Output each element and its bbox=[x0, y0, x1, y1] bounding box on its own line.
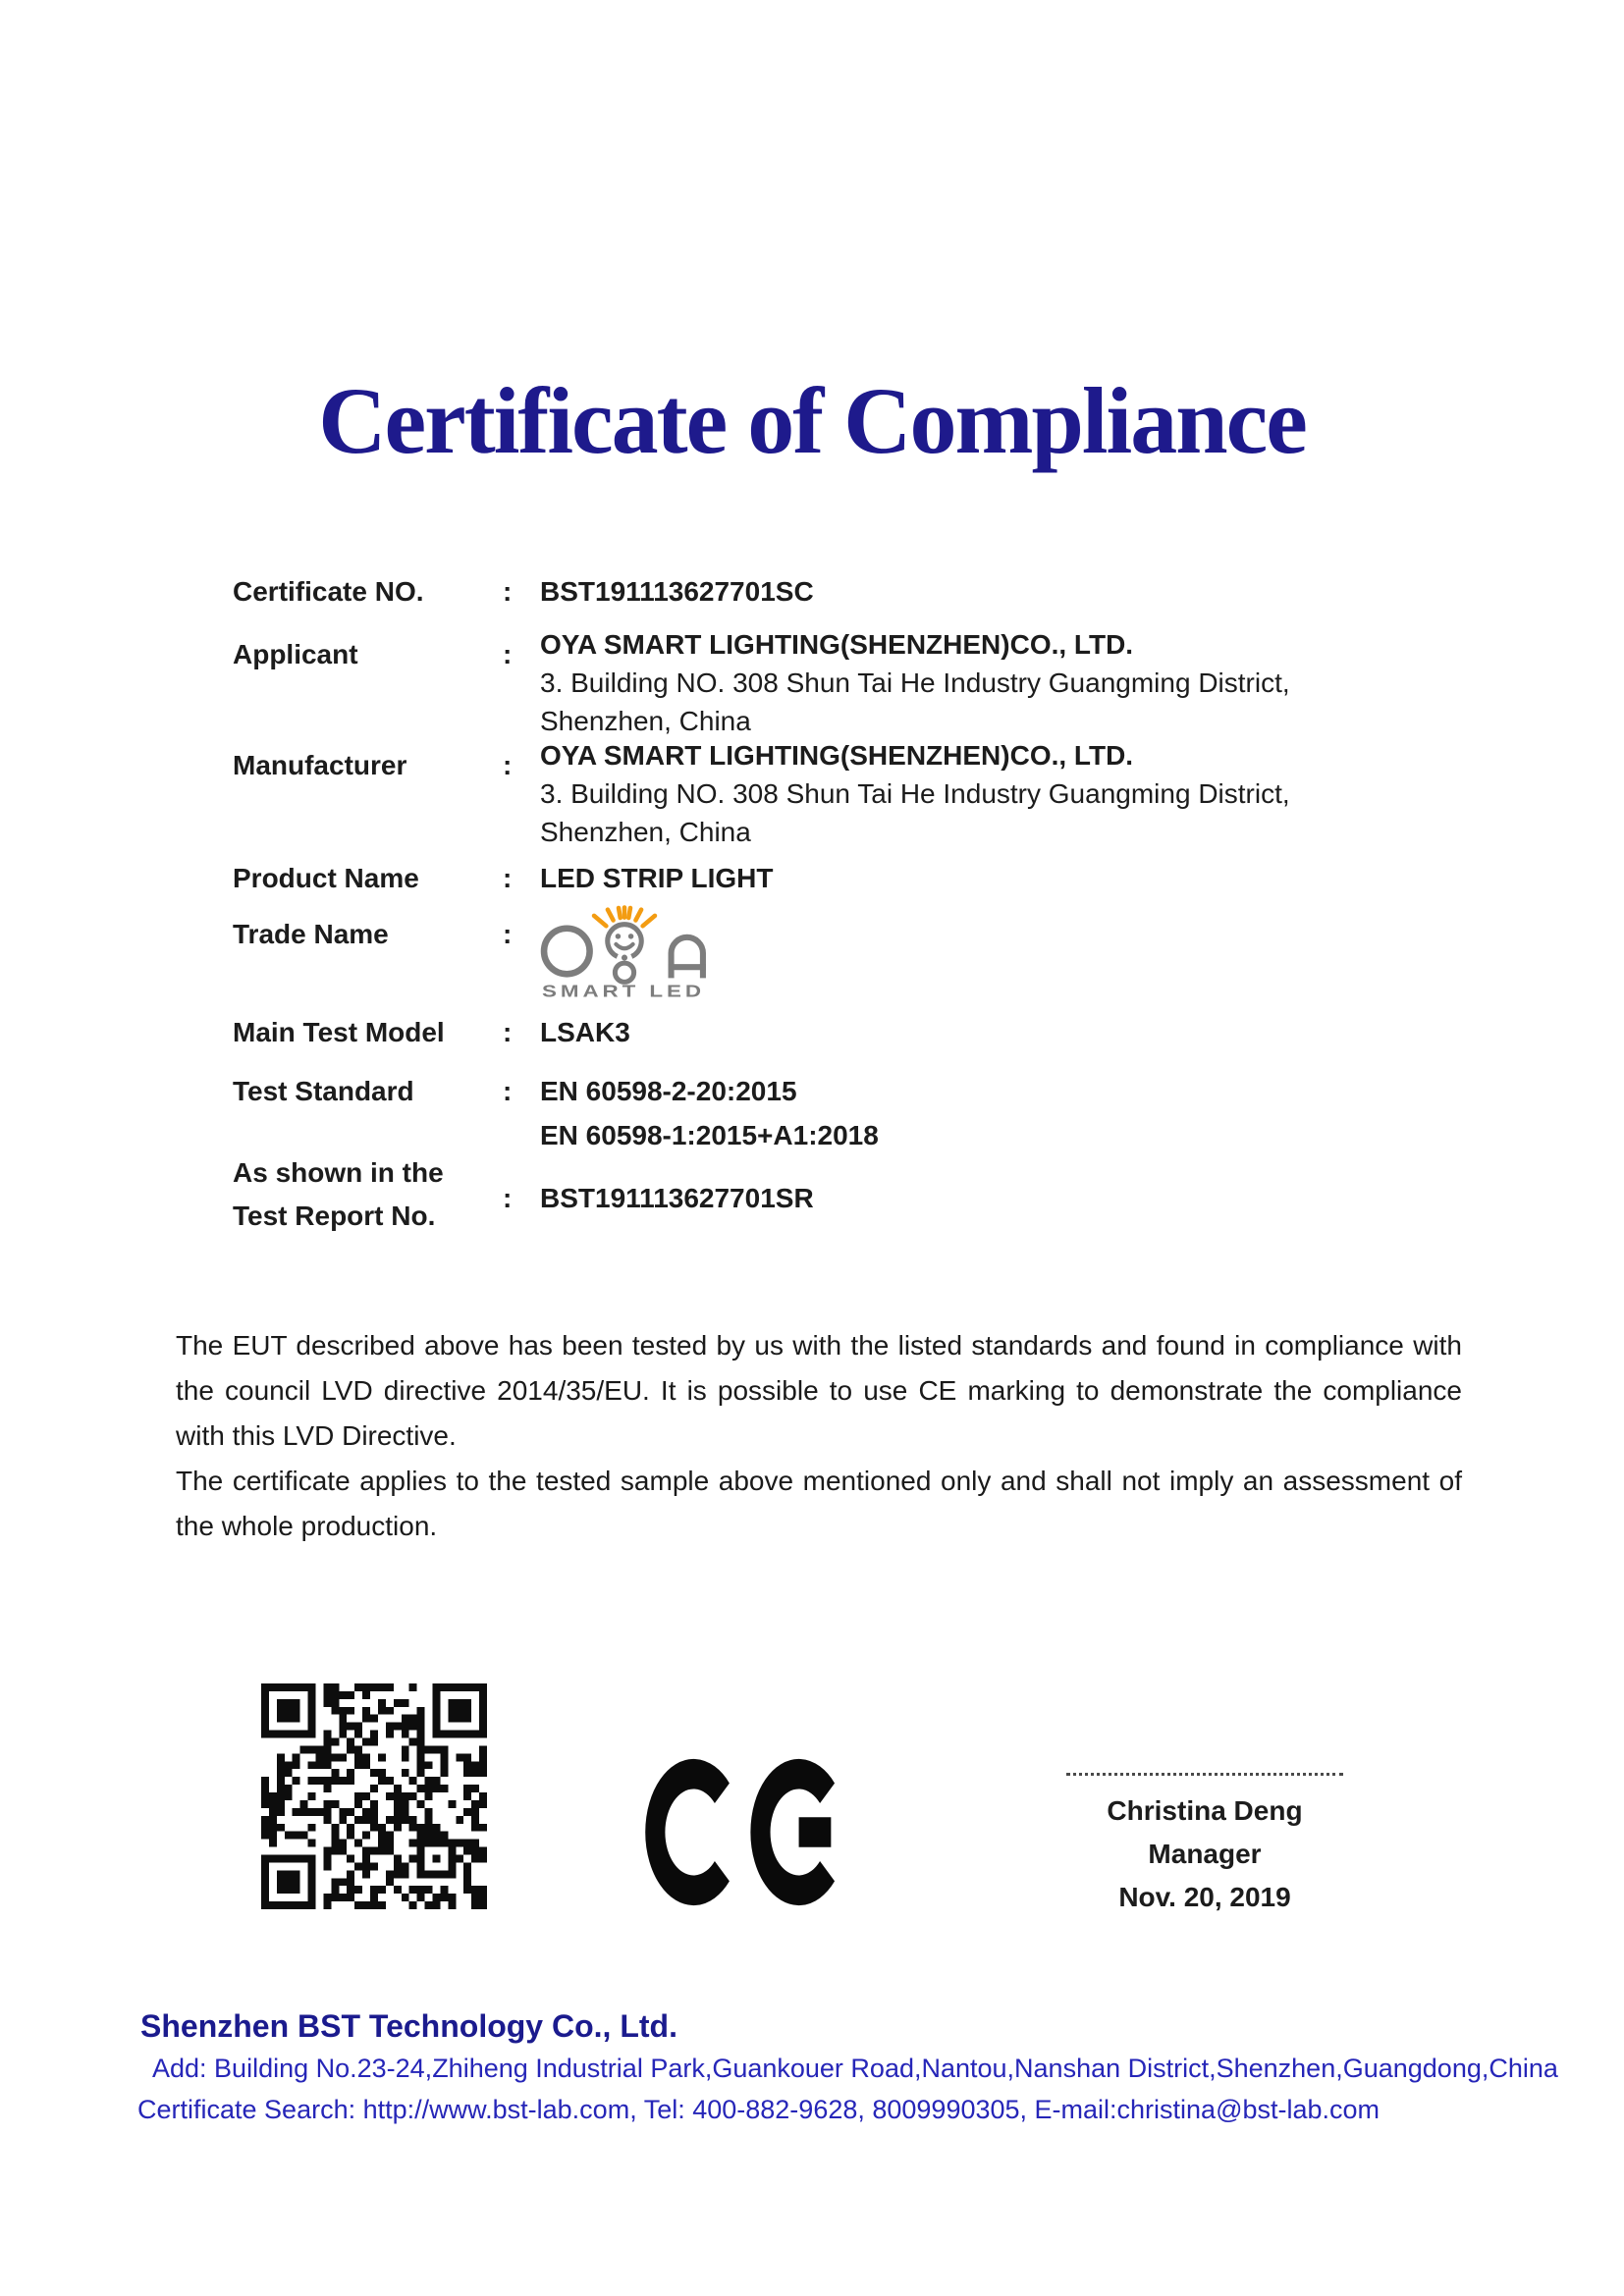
colon-separator: : bbox=[503, 639, 513, 669]
signature-date: Nov. 20, 2019 bbox=[1118, 1882, 1291, 1912]
colon-separator: : bbox=[503, 919, 513, 949]
colon-separator: : bbox=[503, 1076, 513, 1106]
manufacturer-label: Manufacturer bbox=[233, 750, 407, 780]
row-trade-name bbox=[233, 899, 1463, 1009]
row-test-standard bbox=[233, 1069, 1463, 1157]
row-applicant bbox=[233, 625, 1463, 740]
product-name-value: LED STRIP LIGHT bbox=[540, 863, 774, 893]
manufacturer-address-line2: Shenzhen, China bbox=[540, 817, 751, 847]
oya-brand-logo bbox=[540, 899, 1463, 1009]
applicant-address-line2: Shenzhen, China bbox=[540, 706, 751, 736]
applicant-name: OYA SMART LIGHTING(SHENZHEN)CO., LTD. bbox=[540, 629, 1134, 660]
colon-separator: : bbox=[503, 1183, 513, 1213]
signature-block bbox=[1066, 1773, 1343, 1919]
qr-code bbox=[261, 1683, 487, 1909]
page-title: Certificate of Compliance bbox=[318, 368, 1306, 473]
applicant-address-line1: 3. Building NO. 308 Shun Tai He Industry Guangming District, bbox=[540, 667, 1290, 698]
footer-company-name: Shenzhen BST Technology Co., Ltd. bbox=[140, 2008, 677, 2044]
test-standard-value-2: EN 60598-1:2015+A1:2018 bbox=[540, 1120, 879, 1150]
row-product-name bbox=[233, 861, 1463, 895]
colon-separator: : bbox=[503, 863, 513, 893]
certificate-no-label: Certificate NO. bbox=[233, 576, 424, 607]
test-report-value: BST191113627701SR bbox=[540, 1183, 814, 1213]
oya-smart-led-logo-icon bbox=[540, 899, 709, 1001]
colon-separator: : bbox=[503, 1017, 513, 1047]
manufacturer-name: OYA SMART LIGHTING(SHENZHEN)CO., LTD. bbox=[540, 740, 1134, 771]
row-manufacturer bbox=[233, 736, 1463, 851]
trade-name-label: Trade Name bbox=[233, 919, 389, 949]
colon-separator: : bbox=[503, 750, 513, 780]
logo-subtext: SMART LED bbox=[542, 981, 705, 1001]
signature-dotted-line bbox=[1066, 1773, 1343, 1776]
certificate-no-value: BST191113627701SC bbox=[540, 576, 814, 607]
main-test-model-label: Main Test Model bbox=[233, 1017, 445, 1047]
test-standard-value-1: EN 60598-2-20:2015 bbox=[540, 1076, 797, 1106]
main-test-model-value: LSAK3 bbox=[540, 1017, 630, 1047]
signatory-name: Christina Deng bbox=[1107, 1795, 1303, 1826]
product-name-label: Product Name bbox=[233, 863, 419, 893]
ce-mark bbox=[644, 1757, 848, 1907]
signatory-role: Manager bbox=[1148, 1839, 1262, 1869]
certificate-statement bbox=[176, 1323, 1462, 1549]
row-main-test-model bbox=[233, 1015, 1463, 1049]
applicant-label: Applicant bbox=[233, 639, 358, 669]
ce-mark-icon bbox=[644, 1757, 848, 1907]
footer-certificate-search: Certificate Search: http://www.bst-lab.com, Tel: 400-882-9628, 8009990305, E-mail:christina@bst-lab.com bbox=[137, 2095, 1380, 2124]
test-report-label-line1: As shown in the bbox=[233, 1157, 444, 1188]
manufacturer-address-line1: 3. Building NO. 308 Shun Tai He Industry Guangming District, bbox=[540, 778, 1290, 809]
row-certificate-no bbox=[233, 574, 1463, 609]
colon-separator: : bbox=[503, 576, 513, 607]
statement-paragraph-1: The EUT described above has been tested by us with the listed standards and found in compliance with the council LVD directive 2014/35/EU. It is possible to use CE marking to demonstrate the compliance with this LVD Directive. bbox=[176, 1330, 1462, 1451]
qr-code-icon bbox=[261, 1683, 487, 1909]
footer-address: Add: Building No.23-24,Zhiheng Industrial Park,Guankouer Road,Nantou,Nanshan District,Shenzhen,Guangdong,China bbox=[152, 2054, 1558, 2083]
test-report-label-line2: Test Report No. bbox=[233, 1201, 436, 1231]
row-test-report bbox=[233, 1151, 1463, 1238]
test-standard-label: Test Standard bbox=[233, 1076, 414, 1106]
statement-paragraph-2: The certificate applies to the tested sample above mentioned only and shall not imply an assessment of the whole production. bbox=[176, 1466, 1462, 1541]
